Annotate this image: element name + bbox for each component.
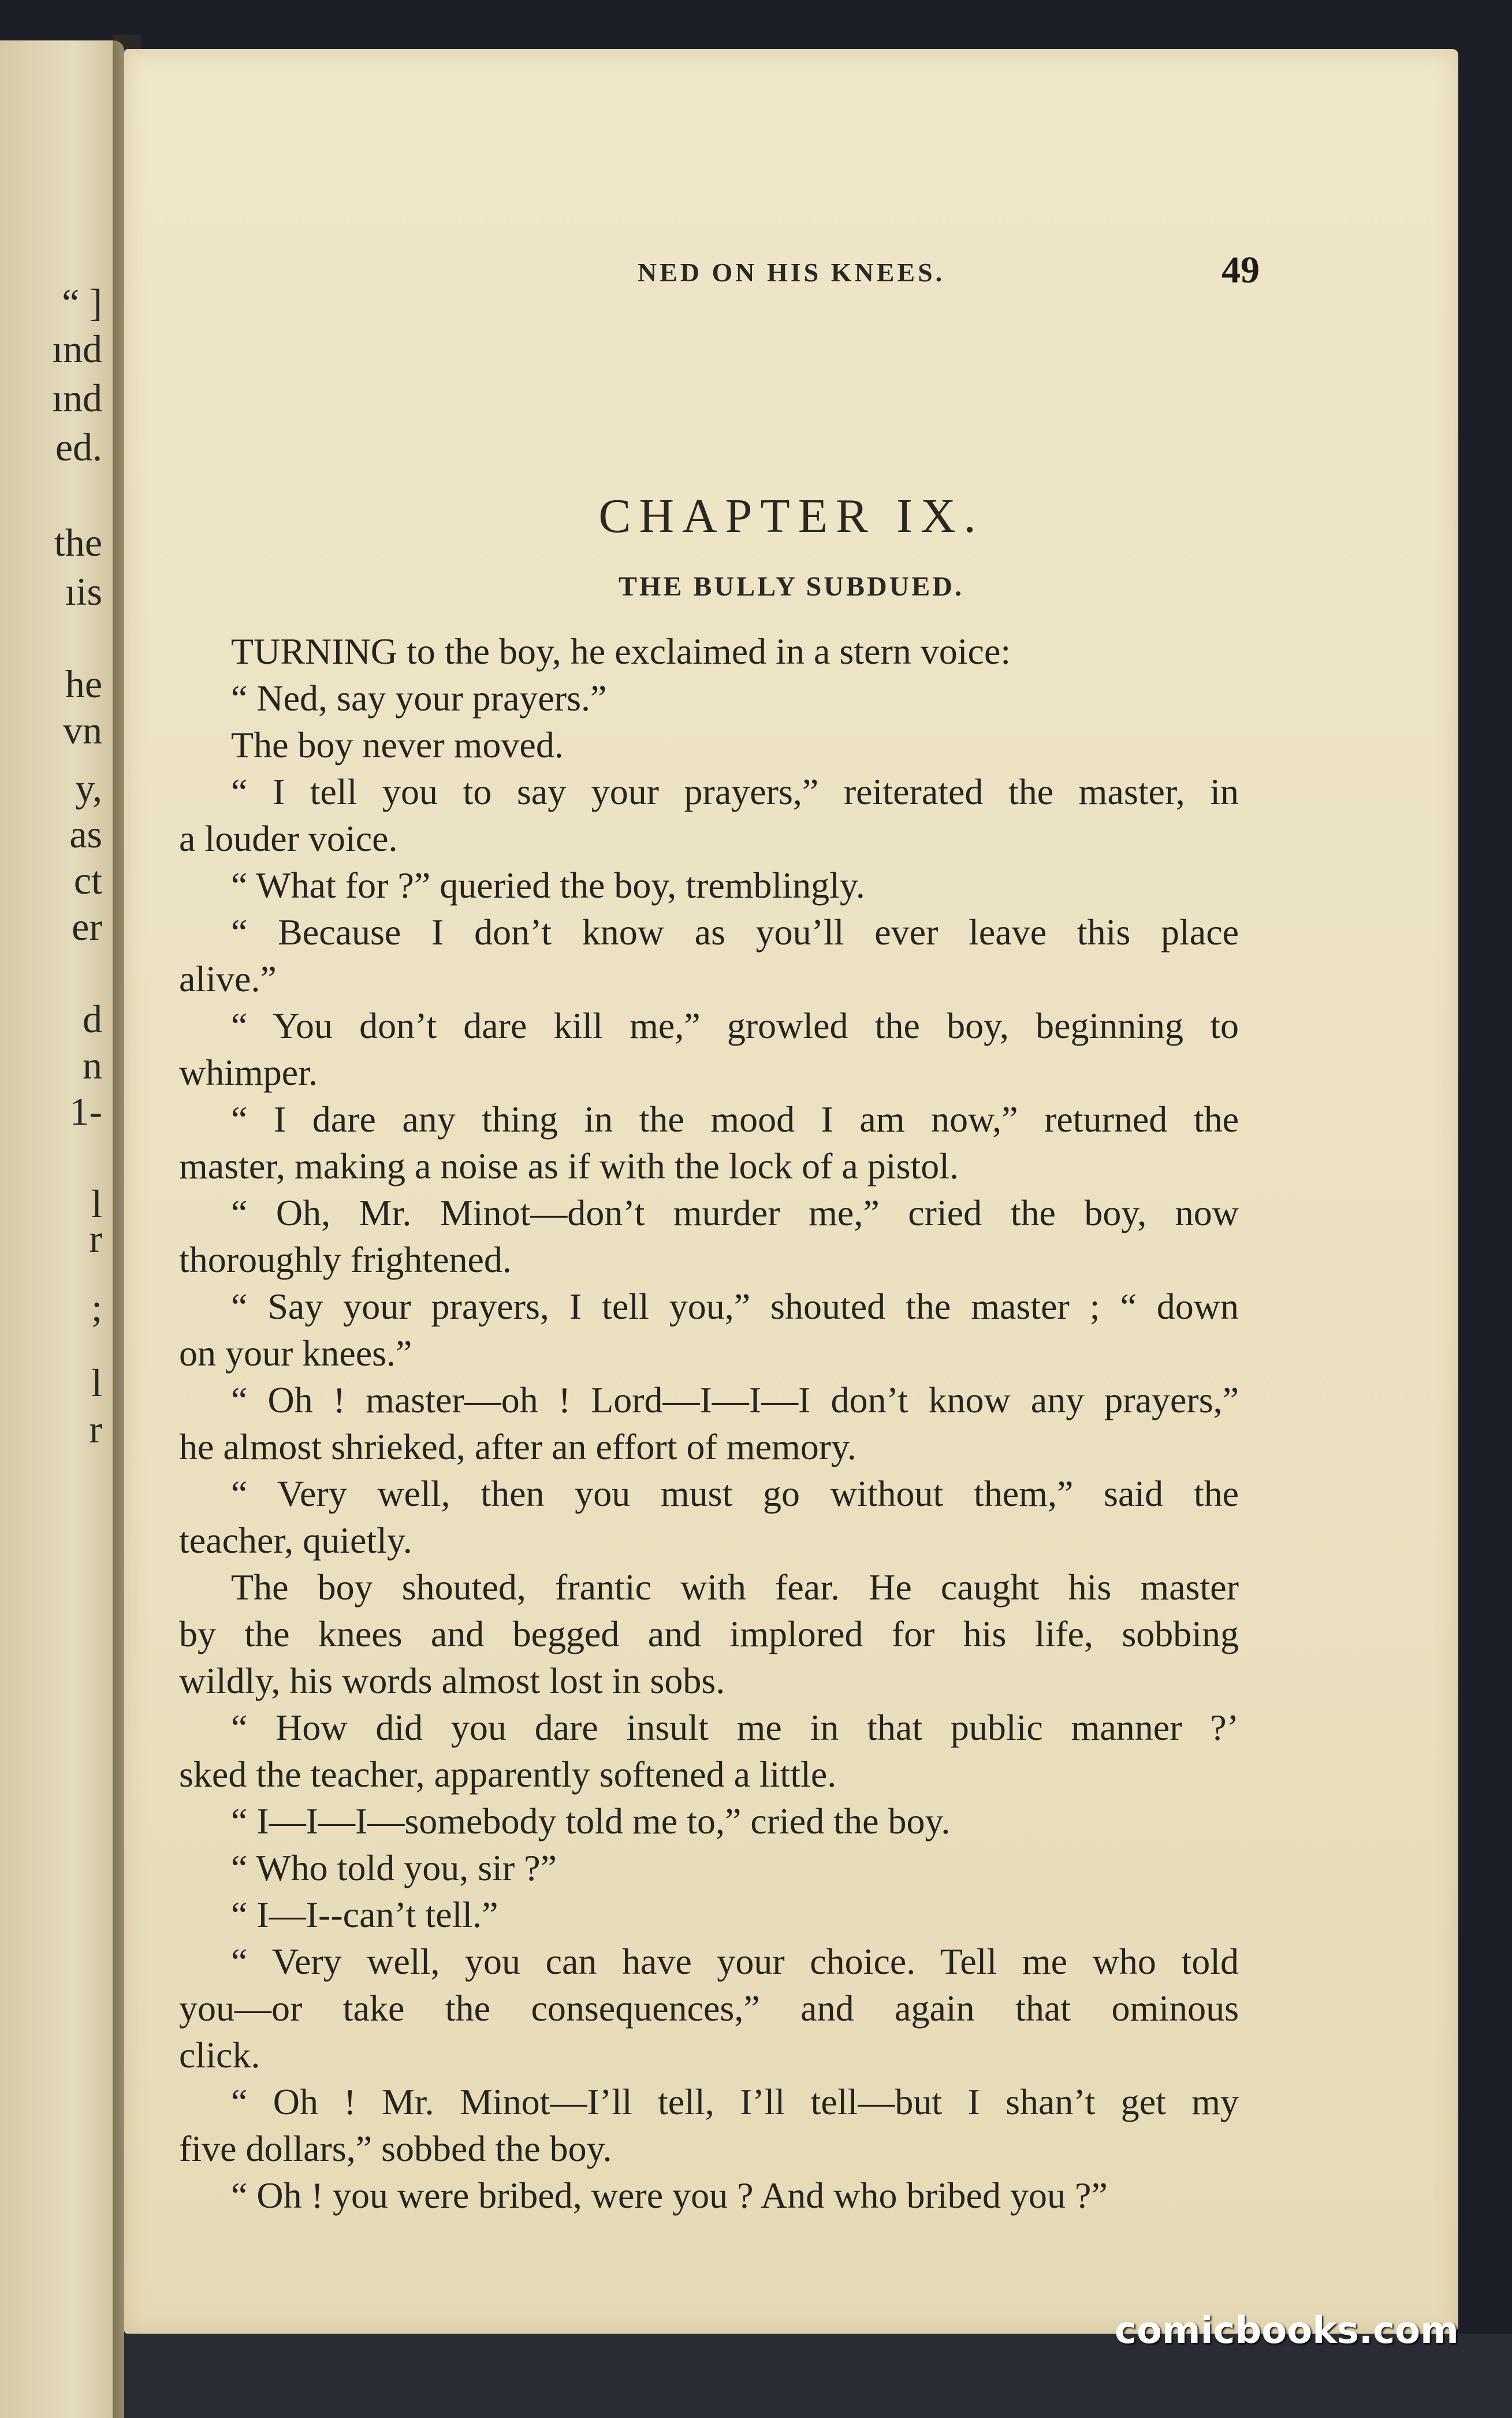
text-line: he almost shrieked, after an effort of memory. [179,1426,856,1467]
facing-page-text: 1- [69,1089,102,1133]
body-text [124,628,1242,2219]
site-watermark: comicbooks.com [1115,2309,1459,2352]
facing-page-text: he [65,662,102,706]
running-head: NED ON HIS KNEES. [637,258,945,287]
facing-page-text: ınd [52,327,102,371]
text-line: The boy never moved. [231,724,564,765]
facing-page-text: as [69,812,102,856]
facing-page-text: the [54,520,102,564]
text-line: “ Because I don’t know as you’ll ever leave this place [231,912,1239,953]
text-line: “ How did you dare insult me in that public manner ?’ [231,1707,1239,1748]
facing-page-text: vn [63,708,102,752]
text-line: “ Oh ! you were bribed, were you ? And who bribed you ?” [231,2175,1108,2216]
text-line: “ Oh ! master—oh ! Lord—I—I—I don’t know any prayers,” [231,1379,1239,1420]
facing-page-text: er [72,905,102,948]
text-line: “ I dare any thing in the mood I am now,” returned the [231,1099,1239,1140]
facing-page-text: ed. [55,425,102,469]
text-line: “ You don’t dare kill me,” growled the boy, beginning to [231,1005,1239,1046]
facing-page-text: y, [75,766,102,810]
facing-page-text: l [91,1361,102,1405]
chapter-subtitle: THE BULLY SUBDUED. [619,571,964,602]
text-line: “ Very well, you can have your choice. Tell me who told [231,1941,1239,1982]
facing-page-text: d [83,997,102,1041]
facing-page-text: ınd [52,376,102,420]
facing-page-text: ct [73,858,102,902]
facing-page-text: l [91,1182,102,1226]
text-line: master, making a noise as if with the lock of a pistol. [179,1145,959,1186]
page-number: 49 [1221,249,1260,291]
text-line: “ Oh ! Mr. Minot—I’ll tell, I’ll tell—but I shan’t get my [231,2081,1239,2122]
text-line: a louder voice. [179,818,398,859]
text-line: alive.” [179,958,277,999]
text-line: whimper. [179,1052,318,1093]
text-line: “ What for ?” queried the boy, tremblingly. [231,865,865,906]
text-line: The boy shouted, frantic with fear. He caught his master [231,1567,1239,1608]
text-line: teacher, quietly. [179,1520,412,1561]
text-line: five dollars,” sobbed the boy. [179,2128,612,2169]
text-line: “ Oh, Mr. Minot—don’t murder me,” cried the boy, now [231,1192,1239,1233]
text-line: “ Very well, then you must go without them,” said the [231,1473,1239,1514]
text-line: wildly, his words almost lost in sobs. [179,1660,725,1701]
chapter-title: CHAPTER IX. [598,489,984,543]
facing-page-text: “ ] [62,281,102,325]
facing-page-text: ; [91,1286,102,1330]
text-line: “ Ned, say your prayers.” [231,678,607,719]
book-page [124,49,1458,2334]
text-line: “ I—I--can’t tell.” [231,1894,498,1935]
text-line: by the knees and begged and implored for his life, sobbing [179,1613,1239,1654]
text-line: thoroughly frightened. [179,1239,512,1280]
text-line: “ Say your prayers, I tell you,” shouted the master ; “ down [231,1286,1239,1327]
text-line: “ I—I—I—somebody told me to,” cried the boy. [231,1801,951,1842]
text-line: you—or take the consequences,” and again that ominous [179,1988,1239,2029]
facing-page-text: r [89,1217,102,1260]
text-line: click. [179,2034,260,2075]
facing-page-text: r [89,1407,102,1451]
facing-page-fragment [0,40,124,2418]
text-line: on your knees.” [179,1333,412,1374]
text-line: TURNING to the boy, he exclaimed in a stern voice: [231,631,1011,672]
text-line: “ I tell you to say your prayers,” reiterated the master, in [231,771,1239,812]
facing-page-text: ıis [65,570,102,613]
text-line: sked the teacher, apparently softened a little. [179,1754,837,1795]
facing-page-text: n [83,1043,102,1087]
text-line: “ Who told you, sir ?” [231,1847,557,1888]
